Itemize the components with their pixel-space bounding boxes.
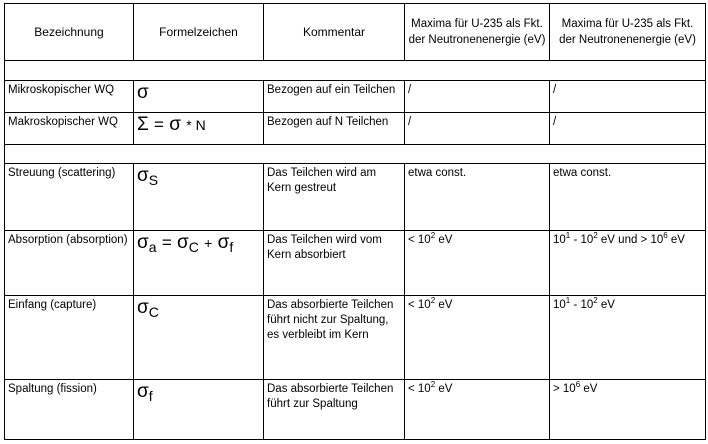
cell-max2: etwa const. xyxy=(550,164,706,231)
cell-name: Makroskopischer WQ xyxy=(5,113,134,145)
spacer-row xyxy=(5,145,706,164)
cell-name: Absorption (absorption) xyxy=(5,231,134,295)
spacer-cell xyxy=(5,61,706,81)
symbol-subscript: S xyxy=(148,172,159,189)
value-exponent: 1 xyxy=(565,295,571,305)
cell-max1: / xyxy=(405,113,550,145)
cell-max1 xyxy=(405,379,550,439)
symbol-plus: + xyxy=(204,235,213,252)
cell-symbol xyxy=(134,113,264,145)
value-exponent: 1 xyxy=(565,231,571,241)
cell-max1 xyxy=(405,295,550,379)
value-unit: eV xyxy=(667,234,685,247)
symbol-capital-sigma: Σ xyxy=(137,114,149,136)
cell-max1: / xyxy=(405,81,550,113)
cell-name: Einfang (capture) xyxy=(5,295,134,379)
symbol-equals: = xyxy=(161,233,172,253)
value-text: 10 xyxy=(553,298,566,311)
value-exponent: 2 xyxy=(593,295,598,305)
cell-comment: Bezogen auf ein Teilchen xyxy=(264,81,405,113)
symbol-subscript-c: C xyxy=(188,239,199,256)
table-row-absorption xyxy=(5,231,706,295)
value-exponent: 6 xyxy=(663,231,668,241)
value-text: > 10 xyxy=(553,382,576,395)
spacer-row xyxy=(5,61,706,81)
value-text: eV und > 10 xyxy=(597,234,664,247)
symbol-sigma: σ xyxy=(217,232,230,254)
cell-symbol xyxy=(134,231,264,295)
cell-comment: Das absorbierte Teilchen führt zur Spaltung xyxy=(264,379,405,439)
symbol-subscript-a: a xyxy=(148,239,157,256)
value-exponent: 6 xyxy=(575,379,581,389)
cell-comment: Das Teilchen wird vom Kern absorbiert xyxy=(264,231,405,295)
value-text: 10 xyxy=(553,234,566,247)
symbol-subscript: f xyxy=(148,387,153,404)
value-text: < 10 xyxy=(408,234,431,247)
cell-max2: / xyxy=(550,113,706,145)
symbol-sigma: σ xyxy=(137,380,149,402)
symbol-times-n: * N xyxy=(186,117,206,134)
symbol-formula xyxy=(137,114,206,135)
table-row-einfang xyxy=(5,295,706,379)
cell-name: Streuung (scattering) xyxy=(5,164,134,231)
cell-max2: / xyxy=(550,81,706,113)
cell-symbol xyxy=(134,295,264,379)
cell-comment: Das absorbierte Teilchen führt nicht zur Spaltung, es verbleibt im Kern xyxy=(264,295,405,379)
value-unit: eV xyxy=(597,298,615,311)
symbol-equals: = xyxy=(154,115,164,135)
value-text: < 10 xyxy=(408,298,431,311)
header-row xyxy=(5,4,706,61)
cell-name: Spaltung (fission) xyxy=(5,379,134,439)
symbol-sigma: σ xyxy=(137,82,149,104)
cell-symbol xyxy=(134,379,264,439)
cell-name: Mikroskopischer WQ xyxy=(5,81,134,113)
value-text: - 10 xyxy=(570,234,594,247)
cell-max1 xyxy=(405,231,550,295)
value-exponent: 2 xyxy=(430,379,436,389)
cell-comment: Bezogen auf N Teilchen xyxy=(264,113,405,145)
value-unit: eV xyxy=(580,382,598,395)
symbol-sigma: σ xyxy=(177,232,189,254)
symbol-formula xyxy=(137,232,234,256)
header-formelzeichen: Formelzeichen xyxy=(134,4,264,61)
table-row-spaltung xyxy=(5,379,706,439)
symbol-subscript-f: f xyxy=(229,239,234,256)
symbol-sigma: σ xyxy=(137,296,149,318)
symbol-subscript: C xyxy=(148,303,159,320)
cross-section-table xyxy=(4,3,706,440)
cell-comment: Das Teilchen wird am Kern gestreut xyxy=(264,164,405,231)
value-text: - 10 xyxy=(570,298,594,311)
cell-max1: etwa const. xyxy=(405,164,550,231)
value-exponent: 2 xyxy=(430,231,436,241)
symbol-sigma: σ xyxy=(137,232,149,254)
table-row-mikro xyxy=(5,81,706,113)
header-kommentar: Kommentar xyxy=(264,4,405,61)
value-unit: eV xyxy=(435,234,453,247)
spacer-cell xyxy=(5,145,706,164)
cell-max2 xyxy=(550,231,706,295)
symbol-formula xyxy=(137,165,159,189)
value-exponent: 2 xyxy=(593,231,598,241)
table-row-makro xyxy=(5,113,706,145)
table-row-streuung xyxy=(5,164,706,231)
symbol-formula xyxy=(137,297,159,318)
header-bezeichnung: Bezeichnung xyxy=(5,4,134,61)
value-exponent: 2 xyxy=(430,295,436,305)
value-text: < 10 xyxy=(408,382,431,395)
value-unit: eV xyxy=(435,382,453,395)
cell-max2 xyxy=(550,295,706,379)
symbol-sigma: σ xyxy=(169,114,181,136)
cell-symbol xyxy=(134,81,264,113)
symbol-sigma: σ xyxy=(137,165,149,187)
header-maxima-2: Maxima für U-235 als Fkt. der Neutronenenergie (eV) xyxy=(550,4,706,61)
symbol-formula xyxy=(137,381,153,402)
cell-symbol xyxy=(134,164,264,231)
value-unit: eV xyxy=(435,298,453,311)
cell-max2 xyxy=(550,379,706,439)
header-maxima-1: Maxima für U-235 als Fkt. der Neutronenenergie (eV) xyxy=(405,4,550,61)
